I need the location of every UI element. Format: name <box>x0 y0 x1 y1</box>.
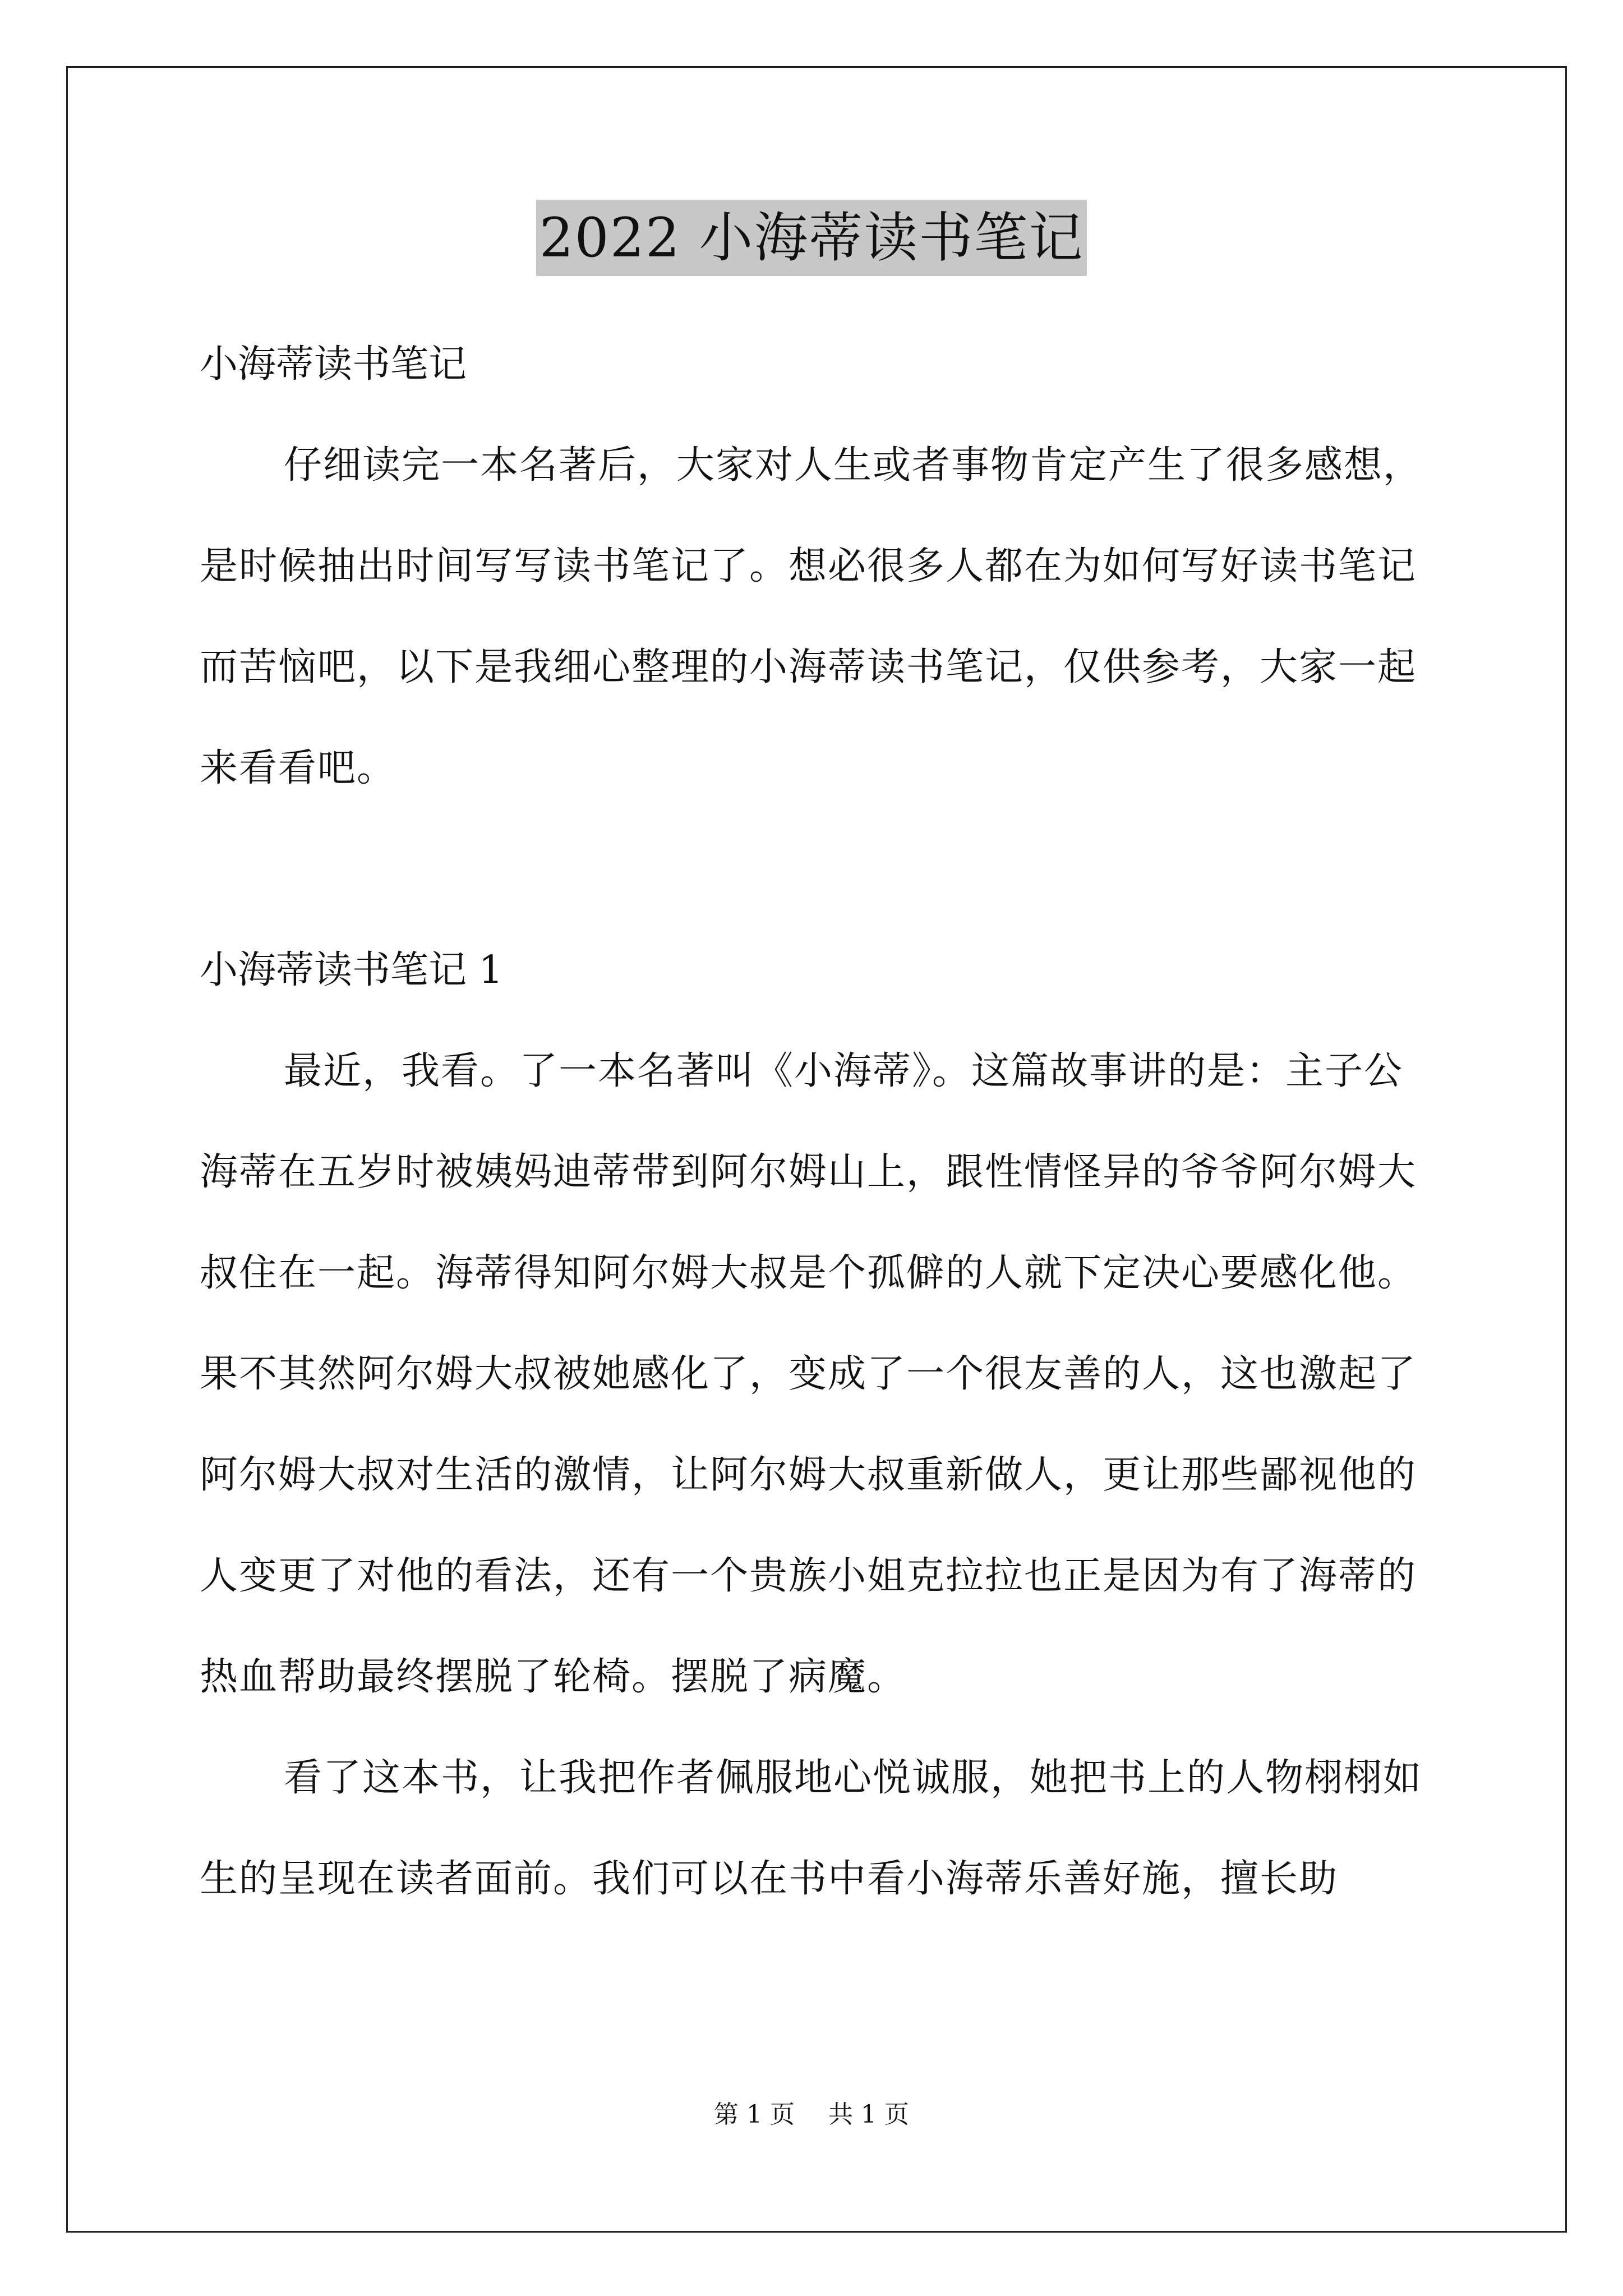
document-body <box>200 314 1422 1930</box>
intro-paragraph: 仔细读完一本名著后，大家对人生或者事物肯定产生了很多感想，是时候抽出时间写写读书笔记了。想必很多人都在为如何写好读书笔记而苦恼吧，以下是我细心整理的小海蒂读书笔记，仅供参考，大家一起来看看吧。 <box>200 443 1423 790</box>
page-number-total: 共 1 页 <box>828 2100 909 2129</box>
document-title: 2022 小海蒂读书笔记 <box>536 200 1087 276</box>
page-number-current: 第 1 页 <box>714 2100 795 2129</box>
intro-heading: 小海蒂读书笔记 <box>200 342 467 386</box>
title-container <box>0 200 1623 276</box>
section-paragraph-2: 看了这本书，让我把作者佩服地心悦诚服，她把书上的人物栩栩如生的呈现在读者面前。我们可以在书中看小海蒂乐善好施，擅长助 <box>200 1756 1423 1901</box>
section-gap <box>200 819 1422 920</box>
section-heading: 小海蒂读书笔记 1 <box>200 948 503 992</box>
page-footer <box>0 2098 1623 2132</box>
section-paragraph-1: 最近，我看。了一本名著叫《小海蒂》。这篇故事讲的是：主子公海蒂在五岁时被姨妈迪蒂带到阿尔姆山上，跟性情怪异的爷爷阿尔姆大叔住在一起。海蒂得知阿尔姆大叔是个孤僻的人就下定决心要感化他。果不其然阿尔姆大叔被她感化了，变成了一个很友善的人，这也激起了阿尔姆大叔对生活的激情，让阿尔姆大叔重新做人，更让那些鄙视他的人变更了对他的看法，还有一个贵族小姐克拉拉也正是因为有了海蒂的热血帮助最终摆脱了轮椅。摆脱了病魔。 <box>200 1049 1417 1699</box>
